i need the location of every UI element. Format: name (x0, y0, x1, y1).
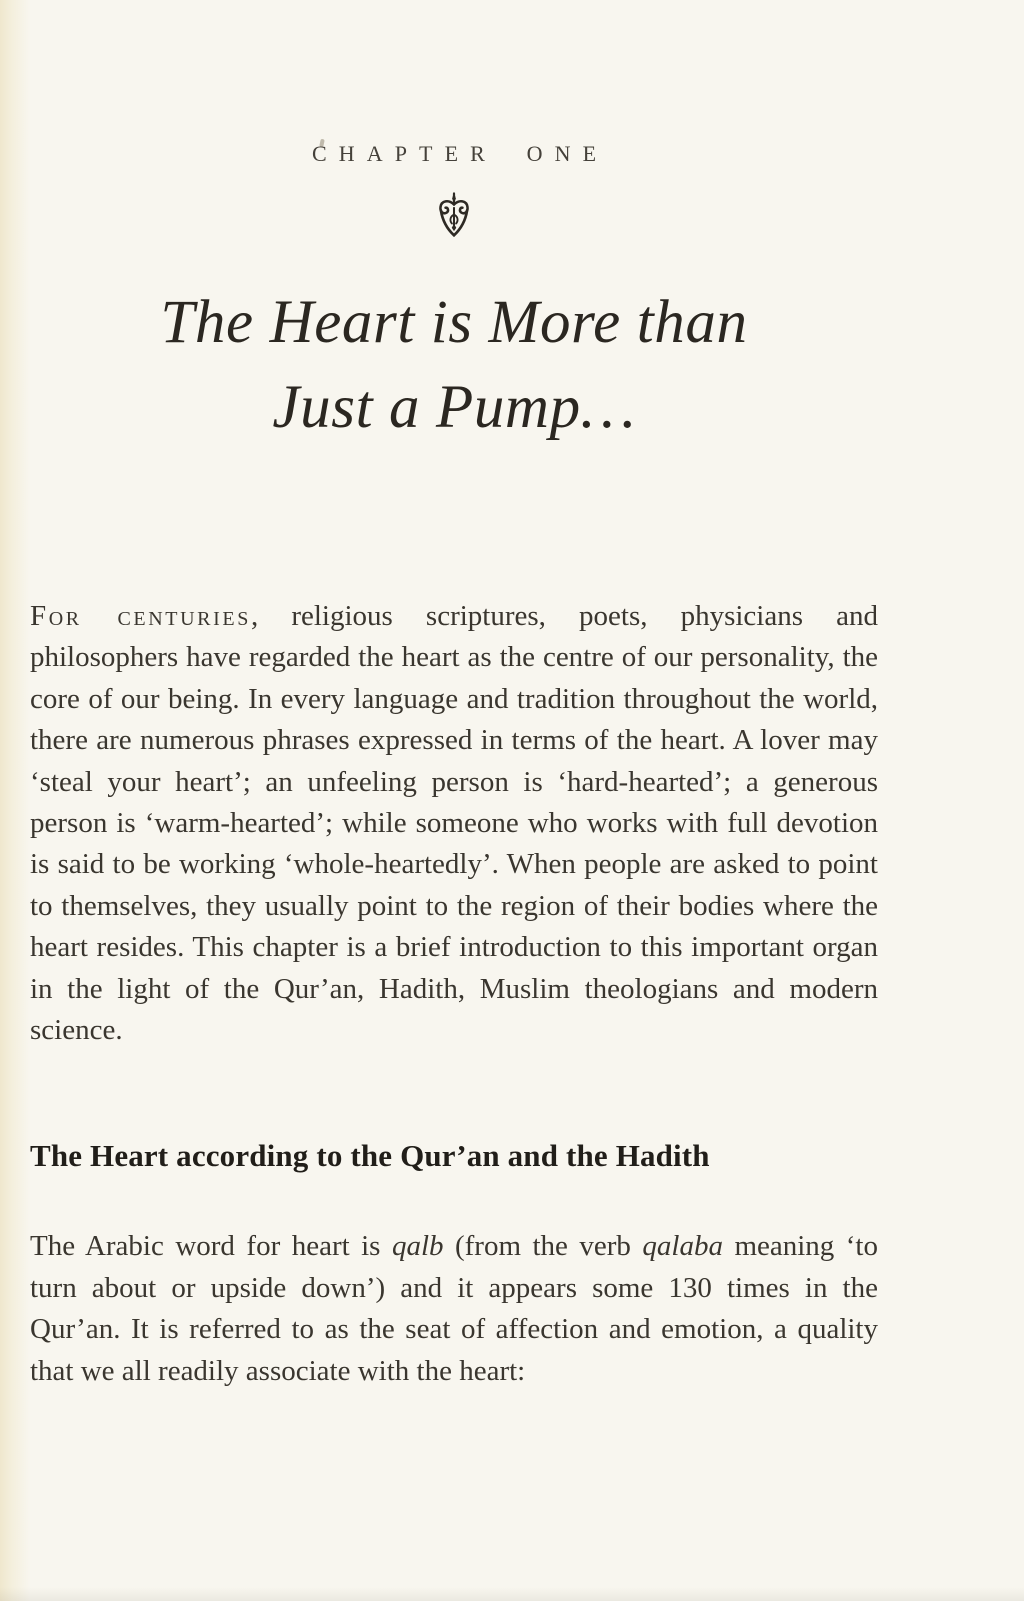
page-edge-tint (0, 0, 30, 1601)
page-bottom-shadow (0, 1587, 1024, 1601)
text-segment: qalb (391, 1230, 444, 1263)
text-segment: meaning ‘to turn about or upside down’) and it appears some 130 times in the Qur’an. It is referred to as the seat of affection and emotion, a quality that we all readily associate with the heart: (30, 1230, 878, 1387)
fleuron-icon (437, 191, 471, 245)
page-title-line-2: Just a Pump… (272, 373, 636, 441)
text-segment: The Arabic word for heart is (30, 1230, 392, 1263)
page-title-line-1: The Heart is More than (160, 289, 748, 356)
intro-paragraph (30, 596, 878, 1052)
text-segment: For centuries (30, 599, 251, 632)
text-segment: (from the verb (443, 1230, 643, 1263)
text-segment: qalaba (642, 1230, 723, 1263)
page-title (30, 281, 878, 451)
qalb-paragraph (30, 1226, 878, 1392)
section-heading: The Heart according to the Qur’an and the Hadith (30, 1137, 710, 1173)
ornament-wrap (30, 191, 878, 245)
chapter-label: CHAPTER ONE (311, 141, 609, 166)
text-segment: , religious scriptures, poets, physicians and philosophers have regarded the heart as the centre of our personality, the core of our being. In every language and tradition throughout the world, there are numerous phrases expressed in terms of the heart. A lover may ‘steal your heart’; an unfeeling person is ‘hard-hearted’; a generous person is ‘warm-hearted’; while someone who works with full devotion is said to be working ‘whole-heartedly’. When people are asked to point to themselves, they usually point to the region of their bodies where the heart resides. This chapter is a brief introduction to this important organ in the light of the Qur’an, Hadith, Muslim theologians and modern science. (30, 599, 878, 1047)
page-content (30, 0, 878, 1421)
